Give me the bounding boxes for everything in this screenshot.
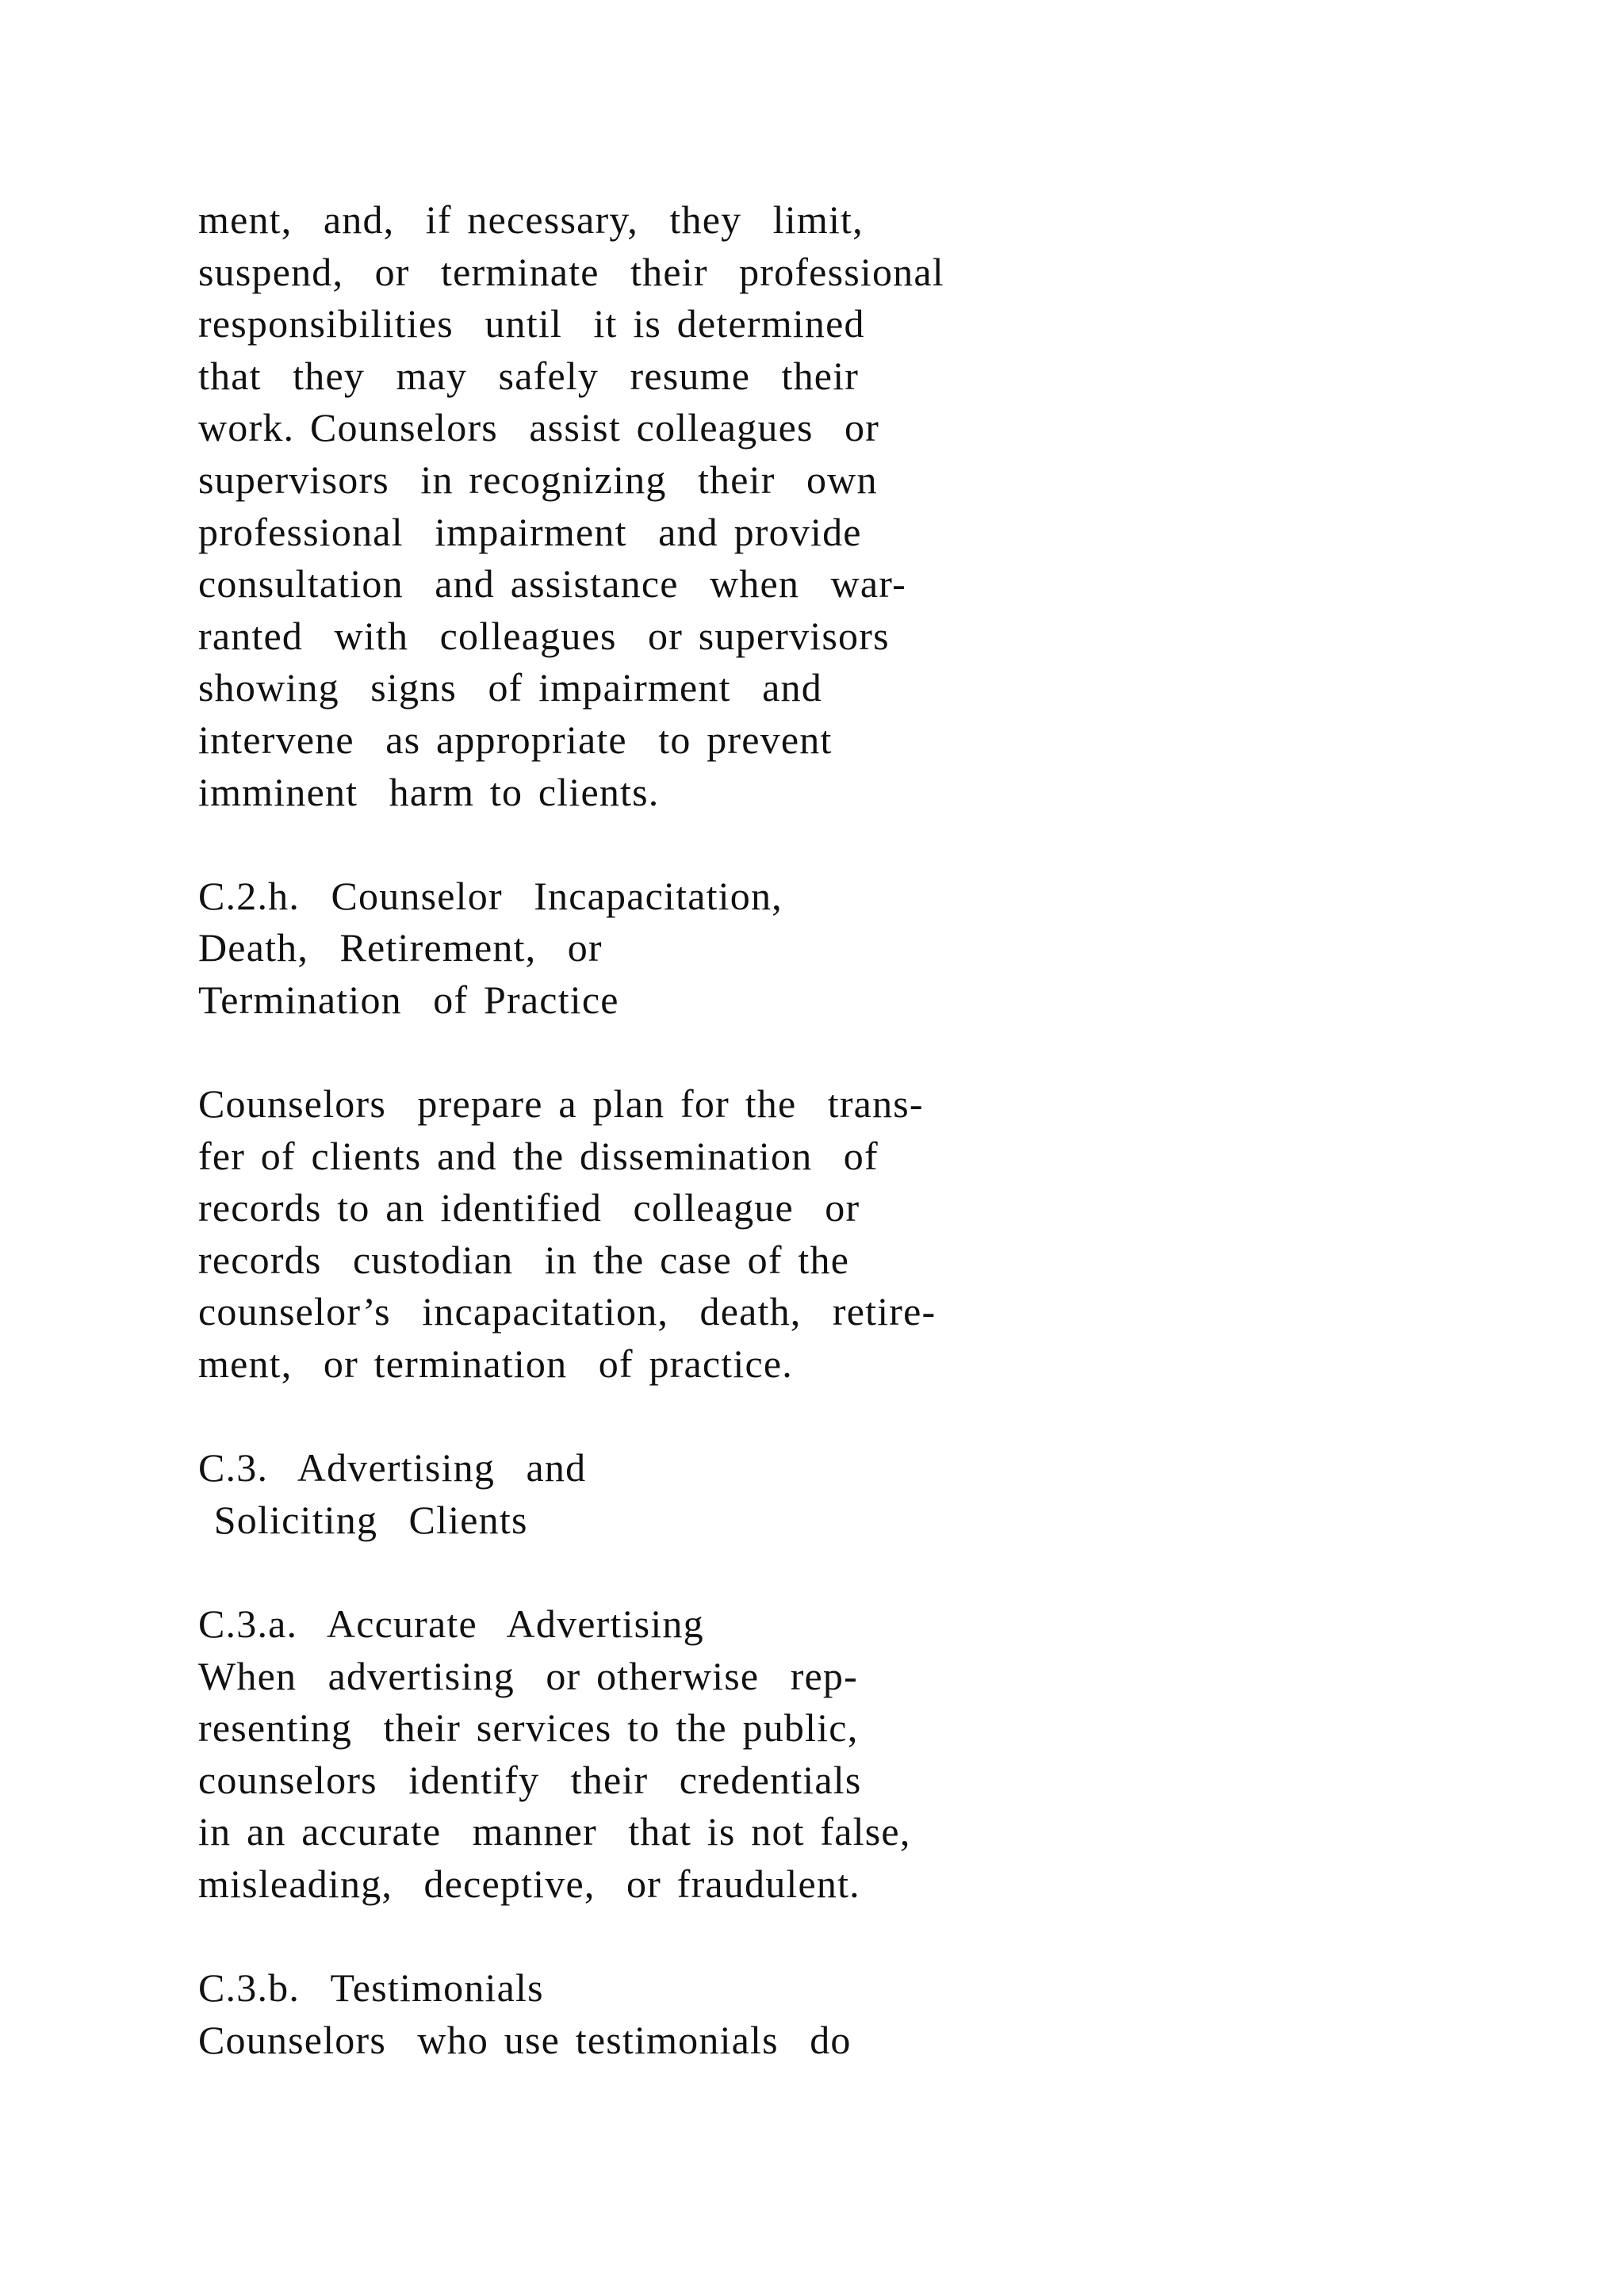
heading-line: C.2.h. Counselor Incapacitation,: [198, 873, 783, 918]
text-line: that they may safely resume their: [198, 353, 860, 398]
text-line: consultation and assistance when war-: [198, 561, 906, 607]
paragraph-c2h: [198, 1078, 1388, 1391]
text-line: intervene as appropriate to prevent: [198, 717, 833, 762]
text-line: records to an identified colleague or: [198, 1185, 860, 1230]
text-line: counselors identify their credentials: [198, 1757, 862, 1802]
document-text: [198, 194, 1388, 2066]
text-line: resenting their services to the public,: [198, 1705, 859, 1751]
paragraph-gap: [198, 1911, 1388, 1963]
heading-line: Death, Retirement, or: [198, 925, 603, 970]
paragraph-gap: [198, 1391, 1388, 1443]
paragraph-gap: [198, 818, 1388, 871]
text-line: professional impairment and provide: [198, 509, 862, 554]
section-heading-c2h: [198, 871, 1388, 1027]
text-line: supervisors in recognizing their own: [198, 457, 878, 502]
text-line: ment, and, if necessary, they limit,: [198, 197, 864, 242]
text-line: ranted with colleagues or supervisors: [198, 613, 890, 658]
section-heading-c3: [198, 1442, 1388, 1546]
text-line: ment, or termination of practice.: [198, 1341, 793, 1387]
section-heading-c3b: C.3.b. Testimonials: [198, 1965, 544, 2011]
text-line: responsibilities until it is determined: [198, 301, 865, 346]
text-line: work. Counselors assist colleagues or: [198, 405, 880, 450]
paragraph-impairment-continuation: [198, 194, 1388, 818]
text-line: misleading, deceptive, or fraudulent.: [198, 1862, 860, 1906]
section-heading-c3a: C.3.a. Accurate Advertising: [198, 1601, 704, 1647]
text-line: suspend, or terminate their professional: [198, 249, 944, 294]
heading-line: C.3. Advertising and: [198, 1445, 587, 1490]
text-line: When advertising or otherwise rep-: [198, 1653, 858, 1698]
paragraph-c3b: [198, 2015, 1388, 2067]
text-line: in an accurate manner that is not false,: [198, 1809, 911, 1854]
text-line: records custodian in the case of the: [198, 1237, 850, 1282]
text-line: Counselors prepare a plan for the trans-: [198, 1081, 924, 1127]
text-line: imminent harm to clients.: [198, 769, 660, 814]
heading-line: Soliciting Clients: [198, 1497, 528, 1542]
paragraph-gap: [198, 1027, 1388, 1079]
text-line: showing signs of impairment and: [198, 665, 822, 710]
text-line: counselor’s incapacitation, death, retire-: [198, 1289, 936, 1334]
paragraph-c3a: [198, 1651, 1388, 1911]
paragraph-gap: [198, 1546, 1388, 1598]
text-line: Counselors who use testimonials do: [198, 2017, 852, 2062]
text-line: fer of clients and the dissemination of: [198, 1133, 879, 1178]
heading-line: Termination of Practice: [198, 977, 619, 1022]
